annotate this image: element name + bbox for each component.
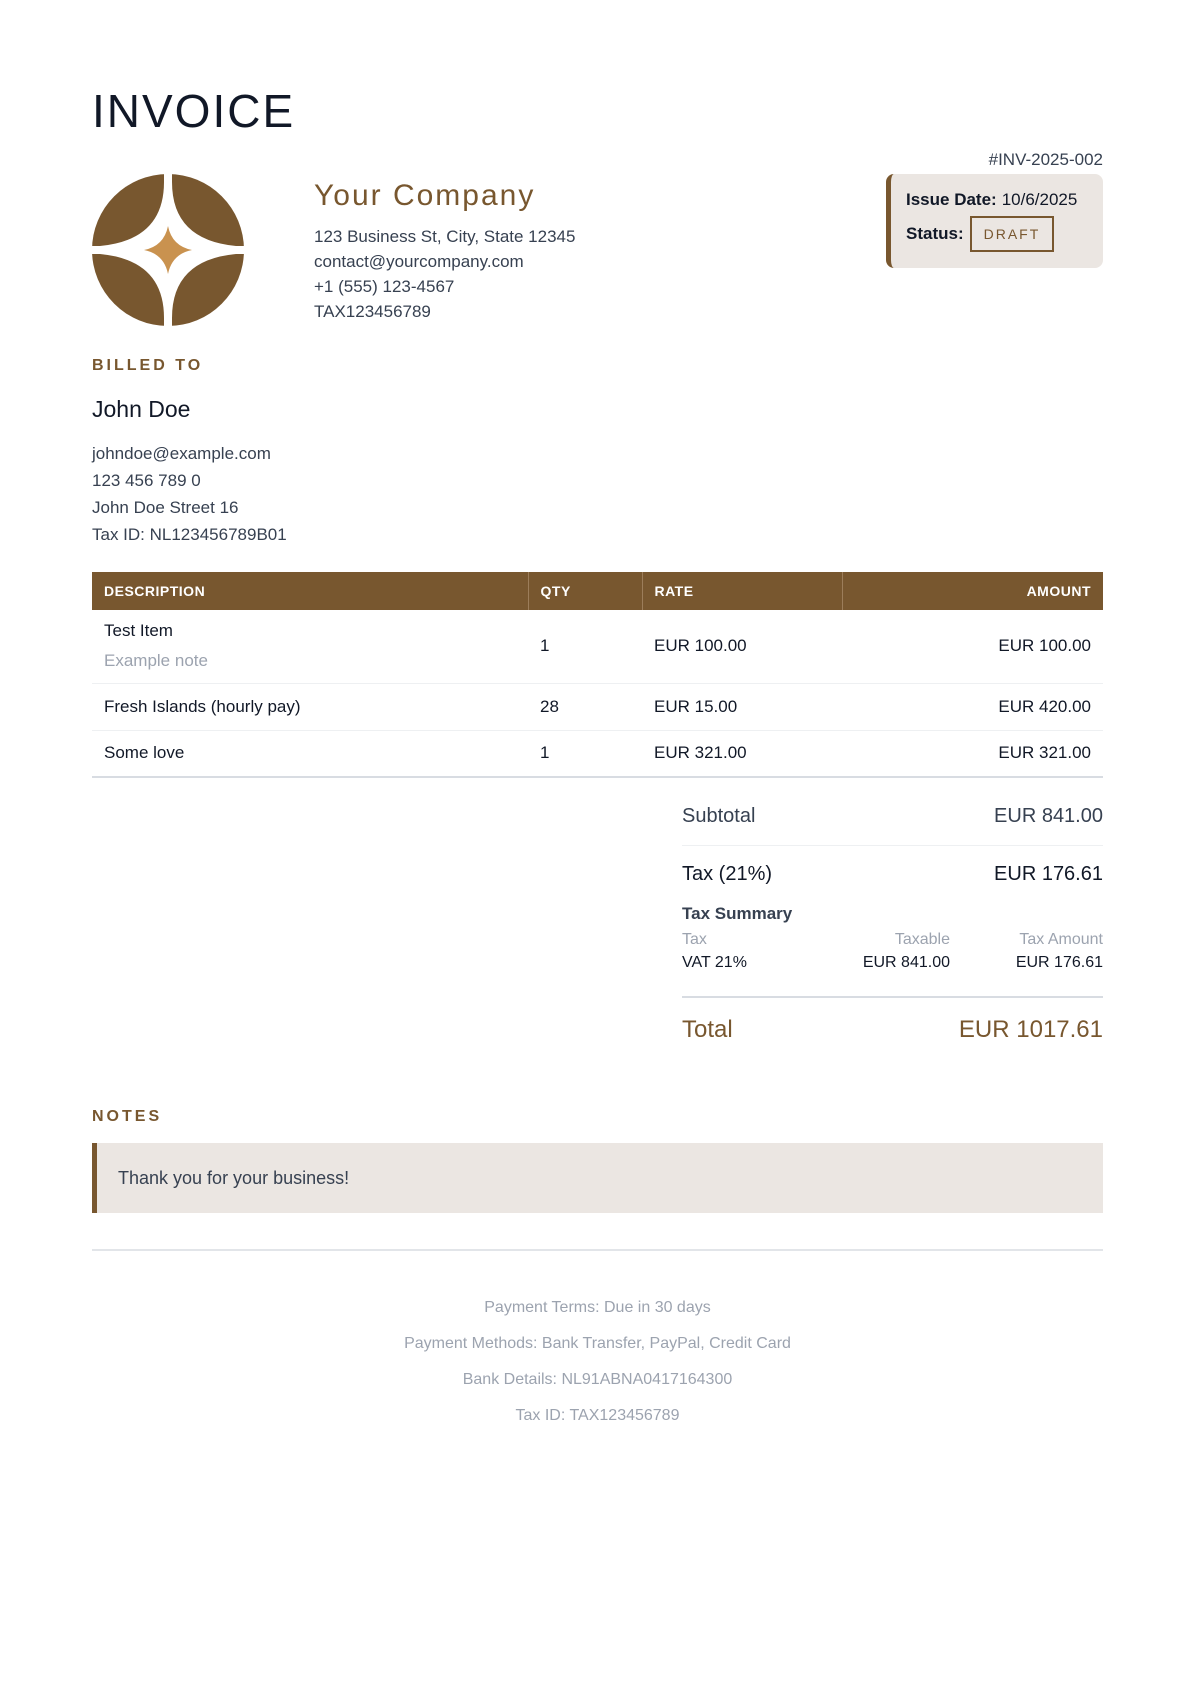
subtotal-label: Subtotal (682, 805, 756, 827)
item-amount: EUR 420.00 (842, 683, 1103, 730)
item-amount: EUR 321.00 (842, 730, 1103, 777)
tax-summary-taxable: EUR 841.00 (862, 954, 950, 971)
company-tax-id: TAX123456789 (314, 302, 431, 321)
issue-date-row (906, 190, 1103, 210)
notes-text: Thank you for your business! (118, 1167, 350, 1188)
client-phone: 123 456 789 0 (92, 471, 201, 490)
invoice-meta-box (886, 174, 1103, 268)
footer-tax-id: Tax ID: TAX123456789 (515, 1407, 680, 1424)
table-row (92, 730, 1103, 777)
tax-summary-header-taxable: Taxable (894, 931, 950, 948)
company-info (314, 178, 575, 324)
company-name: Your Company (314, 179, 536, 212)
tax-summary-table (682, 931, 1103, 972)
billed-to-label: BILLED TO (92, 357, 204, 374)
issue-date-label: Issue Date: (906, 190, 997, 209)
tax-summary-header-tax: Tax (682, 931, 707, 948)
subtotal-row (682, 805, 1103, 846)
item-note: Example note (104, 651, 208, 671)
star-compass-logo-icon (92, 174, 244, 326)
tax-summary-amount: EUR 176.61 (1015, 954, 1103, 971)
footer-divider (92, 1249, 1103, 1251)
notes-section (92, 1108, 1103, 1213)
item-description: Fresh Islands (hourly pay) (92, 683, 528, 730)
item-rate: EUR 321.00 (642, 730, 842, 777)
status-badge: DRAFT (970, 216, 1055, 252)
item-amount: EUR 100.00 (842, 610, 1103, 683)
payment-methods: Payment Methods: Bank Transfer, PayPal, Credit Card (404, 1335, 791, 1352)
column-header-rate: RATE (642, 572, 842, 610)
item-description: Test Item (104, 621, 173, 641)
client-name: John Doe (92, 396, 191, 422)
company-phone: +1 (555) 123-4567 (314, 277, 455, 296)
billed-to-section (92, 357, 287, 548)
company-email: contact@yourcompany.com (314, 252, 524, 271)
issue-date-value: 10/6/2025 (1001, 190, 1078, 209)
client-address: John Doe Street 16 (92, 498, 239, 517)
client-email: johndoe@example.com (92, 444, 271, 463)
item-description: Some love (92, 730, 528, 777)
item-qty: 28 (528, 683, 642, 730)
tax-row (682, 863, 1103, 886)
tax-label: Tax (21%) (682, 863, 773, 885)
column-header-amount: AMOUNT (842, 572, 1103, 610)
tax-summary-title: Tax Summary (682, 904, 793, 923)
footer (92, 1290, 1103, 1434)
tax-summary-header-amount: Tax Amount (1019, 931, 1103, 948)
column-header-qty: QTY (528, 572, 642, 610)
page-title: INVOICE (92, 85, 296, 137)
total-label: Total (682, 1016, 733, 1043)
invoice-number: #INV-2025-002 (988, 150, 1103, 169)
status-row (906, 216, 1103, 252)
subtotal-value: EUR 841.00 (994, 805, 1103, 827)
tax-summary (682, 904, 1103, 972)
table-header-row (92, 572, 1103, 610)
company-address: 123 Business St, City, State 12345 (314, 227, 576, 246)
item-description-cell (92, 610, 528, 683)
total-value: EUR 1017.61 (958, 1016, 1103, 1043)
client-tax-id: Tax ID: NL123456789B01 (92, 525, 287, 544)
item-rate: EUR 100.00 (642, 610, 842, 683)
notes-box (92, 1143, 1103, 1213)
tax-summary-tax: VAT 21% (682, 954, 747, 971)
notes-label: NOTES (92, 1108, 163, 1125)
table-row (92, 610, 1103, 683)
totals-section (682, 805, 1103, 1044)
total-row (682, 996, 1103, 1044)
payment-terms: Payment Terms: Due in 30 days (484, 1299, 711, 1316)
table-row (92, 683, 1103, 730)
bank-details: Bank Details: NL91ABNA0417164300 (462, 1371, 733, 1388)
status-label: Status: (906, 224, 964, 243)
line-items-table (92, 572, 1103, 778)
item-qty: 1 (528, 730, 642, 777)
tax-value: EUR 176.61 (994, 863, 1103, 885)
item-qty: 1 (528, 610, 642, 683)
column-header-description: DESCRIPTION (92, 572, 528, 610)
item-rate: EUR 15.00 (642, 683, 842, 730)
